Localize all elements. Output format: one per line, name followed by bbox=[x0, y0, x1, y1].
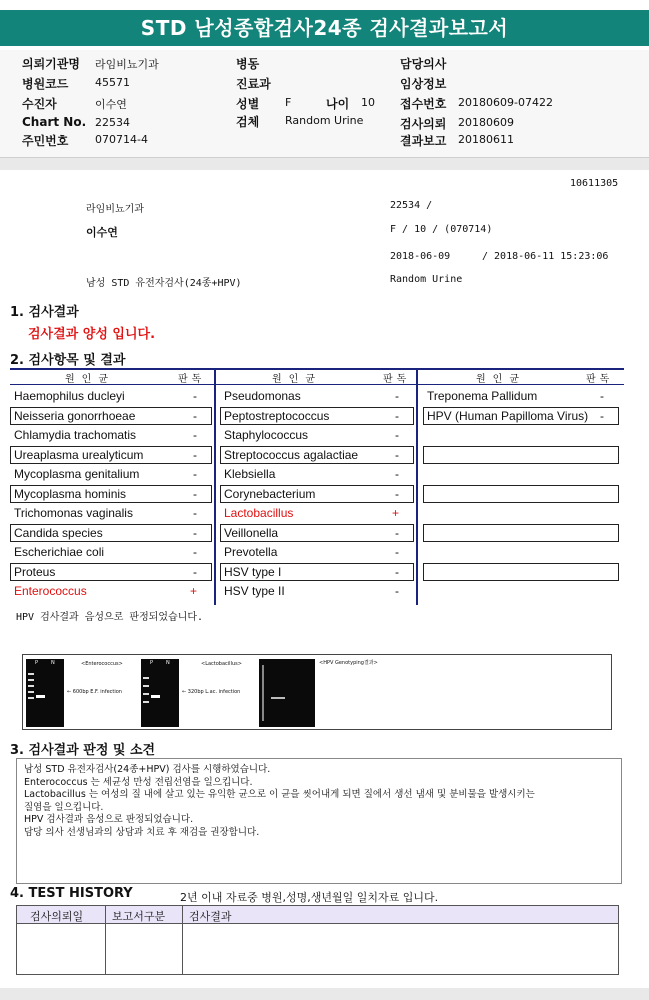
pathogen-name: Streptococcus agalactiae bbox=[224, 447, 359, 462]
request-value: 20180609 bbox=[458, 116, 514, 129]
pathogen-result: - bbox=[395, 447, 399, 462]
pathogen-result: - bbox=[193, 428, 197, 442]
pathogen-row bbox=[220, 387, 414, 405]
ladder-band bbox=[28, 679, 34, 681]
institution-value: 라임비뇨기과 bbox=[95, 58, 159, 71]
report-sex-age: F / 10 / (070714) bbox=[390, 224, 493, 235]
pathogen-result: - bbox=[193, 506, 197, 520]
pathogen-name: Escherichiae coli bbox=[14, 545, 105, 559]
specimen-label: 검체 bbox=[236, 115, 260, 129]
patient-label: 수진자 bbox=[22, 97, 57, 111]
opinion-line: Lactobacillus 는 여성의 질 내에 살고 있는 유익한 균으로 이 균을 씻어내게 되면 질에서 생선 냄새 및 분비물을 발생시키는 bbox=[24, 789, 535, 800]
pathogen-result: - bbox=[395, 467, 399, 481]
section-2-title: 2. 검사항목 및 결과 bbox=[10, 353, 126, 368]
positive-band bbox=[36, 695, 45, 698]
report-test-name: 남성 STD 유전자검사(24종+HPV) bbox=[86, 278, 242, 289]
pathogen-name: HPV (Human Papilloma Virus) bbox=[427, 408, 589, 423]
pathogen-result: - bbox=[193, 467, 197, 481]
pathogen-name: Corynebacterium bbox=[224, 486, 316, 501]
receipt-value: 20180609-07422 bbox=[458, 96, 553, 109]
pathogen-row bbox=[220, 543, 414, 561]
pathogen-name: Ureaplasma urealyticum bbox=[14, 447, 144, 462]
pathogen-row bbox=[220, 407, 414, 425]
hpv-note: HPV 검사결과 음성으로 판정되었습니다. bbox=[16, 612, 204, 623]
dept-label: 진료과 bbox=[236, 77, 271, 91]
lane-n-label-1: N bbox=[51, 660, 55, 666]
pathogen-row bbox=[220, 524, 414, 542]
report-id: 10611305 bbox=[570, 178, 619, 189]
report-date-value: 20180611 bbox=[458, 133, 514, 146]
hospital-code-value: 45571 bbox=[95, 76, 130, 89]
report-institution: 라임비뇨기과 bbox=[86, 204, 144, 215]
age-value: 10 bbox=[361, 96, 375, 109]
clinical-label: 임상정보 bbox=[400, 77, 447, 91]
pathogen-row bbox=[10, 446, 212, 464]
doctor-label: 담당의사 bbox=[400, 57, 447, 71]
opinion-box bbox=[16, 758, 622, 884]
pathogen-result: + bbox=[391, 506, 399, 520]
pathogen-name: Klebsiella bbox=[224, 467, 276, 481]
empty-result-box bbox=[423, 446, 619, 464]
lane-p-label-2: P bbox=[150, 660, 154, 666]
grid-divider-2 bbox=[416, 368, 418, 605]
pathogen-name: HSV type II bbox=[224, 584, 285, 598]
report-chart: 22534 / bbox=[390, 200, 433, 211]
pathogen-row bbox=[220, 485, 414, 503]
opinion-line: 담당 의사 선생님과의 상담과 치료 후 재검을 권장합니다. bbox=[24, 826, 260, 838]
judge-header-3: 판독 bbox=[586, 374, 614, 385]
pathogen-name: Mycoplasma genitalium bbox=[14, 467, 140, 481]
judge-header-1: 판독 bbox=[178, 374, 206, 385]
pathogen-name: Enterococcus bbox=[14, 584, 87, 598]
pathogen-row bbox=[220, 465, 414, 483]
pathogen-result: - bbox=[395, 525, 399, 540]
positive-result: 검사결과 양성 입니다. bbox=[28, 327, 156, 342]
grid-divider-1 bbox=[214, 368, 216, 605]
pathogen-result: - bbox=[395, 584, 399, 598]
pathogen-row bbox=[10, 563, 212, 581]
report-title: STD 남성종합검사24종 검사결과보고서 bbox=[0, 10, 649, 46]
specimen-value: Random Urine bbox=[285, 114, 364, 127]
ladder-band bbox=[143, 677, 149, 679]
pathogen-name: HSV type I bbox=[224, 564, 282, 579]
ladder-lane bbox=[262, 665, 264, 721]
empty-result-box bbox=[423, 563, 619, 581]
band-label-1: ← 600bp E.F. infection bbox=[67, 689, 122, 695]
opinion-line: 남성 STD 유전자검사(24종+HPV) 검사를 시행하였습니다. bbox=[24, 764, 271, 775]
history-col-request-date: 검사의뢰일 bbox=[30, 910, 84, 923]
pathogen-row bbox=[423, 407, 619, 425]
history-header-row bbox=[17, 906, 618, 924]
opinion-line: HPV 검사결과 음성으로 판정되었습니다. bbox=[24, 814, 194, 825]
resident-label: 주민번호 bbox=[22, 134, 69, 148]
pathogen-result: - bbox=[395, 486, 399, 501]
history-col-divider bbox=[182, 906, 183, 974]
pathogen-result: - bbox=[600, 389, 604, 403]
pathogen-header-2: 원인균 bbox=[272, 374, 322, 385]
empty-result-box bbox=[423, 485, 619, 503]
opinion-line: Enterococcus 는 세균성 만성 전립선염을 일으킵니다. bbox=[24, 776, 253, 788]
bottom-band bbox=[0, 988, 649, 1000]
pathogen-result: - bbox=[193, 447, 197, 462]
pathogen-result: - bbox=[193, 486, 197, 501]
gel-title-2: <Lactobacillus> bbox=[201, 661, 242, 667]
pathogen-name: Trichomonas vaginalis bbox=[14, 506, 133, 520]
ladder-band bbox=[28, 685, 34, 687]
pathogen-row bbox=[10, 485, 212, 503]
pathogen-name: Proteus bbox=[14, 564, 56, 579]
pathogen-row bbox=[220, 582, 414, 600]
pathogen-row bbox=[10, 582, 212, 600]
resident-value: 070714-4 bbox=[95, 133, 148, 146]
pathogen-row bbox=[423, 387, 619, 405]
age-label: 나이 bbox=[326, 97, 350, 111]
pathogen-header-3: 원인균 bbox=[476, 374, 526, 385]
judge-header-2: 판독 bbox=[383, 374, 411, 385]
hospital-code-label: 병원코드 bbox=[22, 77, 69, 91]
ladder-band bbox=[143, 701, 149, 703]
pathogen-name: Peptostreptococcus bbox=[224, 408, 330, 423]
report-specimen: Random Urine bbox=[390, 274, 463, 285]
gel-title-1: <Enterococcus> bbox=[81, 661, 123, 667]
hpv-band bbox=[271, 697, 285, 699]
pathogen-header-1: 원인균 bbox=[65, 374, 115, 385]
opinion-line: 질염을 일으킵니다. bbox=[24, 801, 104, 813]
report-date-label: 결과보고 bbox=[400, 134, 447, 148]
ward-label: 병동 bbox=[236, 57, 260, 71]
pathogen-name: Haemophilus ducleyi bbox=[14, 389, 125, 403]
pathogen-row bbox=[220, 504, 414, 522]
pathogen-name: Staphylococcus bbox=[224, 428, 309, 442]
pathogen-row bbox=[10, 543, 212, 561]
section-4-title: 4. TEST HISTORY bbox=[10, 886, 133, 901]
band-label-2: ← 320bp L.ac. infection bbox=[182, 689, 241, 695]
pathogen-row bbox=[10, 387, 212, 405]
section-3-title: 3. 검사결과 판정 및 소견 bbox=[10, 743, 156, 758]
gel-image-strip bbox=[22, 654, 612, 730]
pathogen-name: Veillonella bbox=[224, 525, 279, 540]
pathogen-row bbox=[10, 426, 212, 444]
pathogen-row bbox=[10, 504, 212, 522]
institution-label: 의뢰기관명 bbox=[22, 57, 80, 71]
pathogen-result: - bbox=[395, 428, 399, 442]
pathogen-result: - bbox=[193, 564, 197, 579]
ladder-band bbox=[143, 685, 149, 687]
pathogen-result: - bbox=[600, 408, 604, 423]
sex-label: 성별 bbox=[236, 97, 260, 111]
pathogen-name: Treponema Pallidum bbox=[427, 389, 538, 403]
patient-value: 이수연 bbox=[95, 98, 127, 111]
request-label: 검사의뢰 bbox=[400, 117, 447, 131]
pathogen-name: Pseudomonas bbox=[224, 389, 301, 403]
gap-band bbox=[0, 158, 649, 170]
lane-n-label-2: N bbox=[166, 660, 170, 666]
pathogen-result: + bbox=[189, 584, 197, 598]
pathogen-name: Prevotella bbox=[224, 545, 278, 559]
ladder-band bbox=[28, 697, 34, 699]
gel-title-3: <HPV Genotyping결과> bbox=[319, 660, 378, 666]
pathogen-name: Candida species bbox=[14, 525, 103, 540]
history-col-report-type: 보고서구분 bbox=[112, 910, 166, 923]
ladder-band bbox=[28, 673, 34, 675]
lane-p-label-1: P bbox=[35, 660, 39, 666]
pathogen-row bbox=[220, 426, 414, 444]
chart-value: 22534 bbox=[95, 116, 130, 129]
report-patient: 이수연 bbox=[86, 226, 118, 239]
pathogen-result: - bbox=[193, 545, 197, 559]
pathogen-result: - bbox=[193, 408, 197, 423]
section-1-title: 1. 검사결과 bbox=[10, 305, 79, 320]
patient-header bbox=[0, 50, 649, 158]
receipt-label: 접수번호 bbox=[400, 97, 447, 111]
ladder-band bbox=[28, 691, 34, 693]
history-note: 2년 이내 자료중 병원,성명,생년월일 일치자료 입니다. bbox=[180, 891, 439, 904]
pathogen-row bbox=[10, 524, 212, 542]
pathogen-row bbox=[220, 446, 414, 464]
pathogen-name: Lactobacillus bbox=[224, 506, 294, 520]
pathogen-result: - bbox=[395, 545, 399, 559]
pathogen-row bbox=[10, 407, 212, 425]
report-date-result: / 2018-06-11 15:23:06 bbox=[482, 251, 609, 262]
gel-image-2 bbox=[141, 659, 179, 727]
ladder-band bbox=[143, 693, 149, 695]
positive-band bbox=[151, 695, 160, 698]
history-table bbox=[16, 905, 619, 975]
pathogen-row bbox=[220, 563, 414, 581]
empty-result-box bbox=[423, 524, 619, 542]
pathogen-result: - bbox=[193, 525, 197, 540]
pathogen-row bbox=[10, 465, 212, 483]
pathogen-name: Mycoplasma hominis bbox=[14, 486, 127, 501]
history-col-divider bbox=[105, 906, 106, 974]
results-grid bbox=[10, 368, 624, 605]
sex-value: F bbox=[285, 96, 292, 109]
pathogen-result: - bbox=[193, 389, 197, 403]
pathogen-result: - bbox=[395, 389, 399, 403]
pathogen-name: Chlamydia trachomatis bbox=[14, 428, 137, 442]
report-date-request: 2018-06-09 bbox=[390, 251, 451, 262]
pathogen-name: Neisseria gonorrhoeae bbox=[14, 408, 136, 423]
chart-label: Chart No. bbox=[22, 115, 87, 129]
pathogen-result: - bbox=[395, 564, 399, 579]
history-col-result: 검사결과 bbox=[189, 910, 232, 923]
pathogen-result: - bbox=[395, 408, 399, 423]
gel-image-3 bbox=[259, 659, 315, 727]
gel-image-1 bbox=[26, 659, 64, 727]
